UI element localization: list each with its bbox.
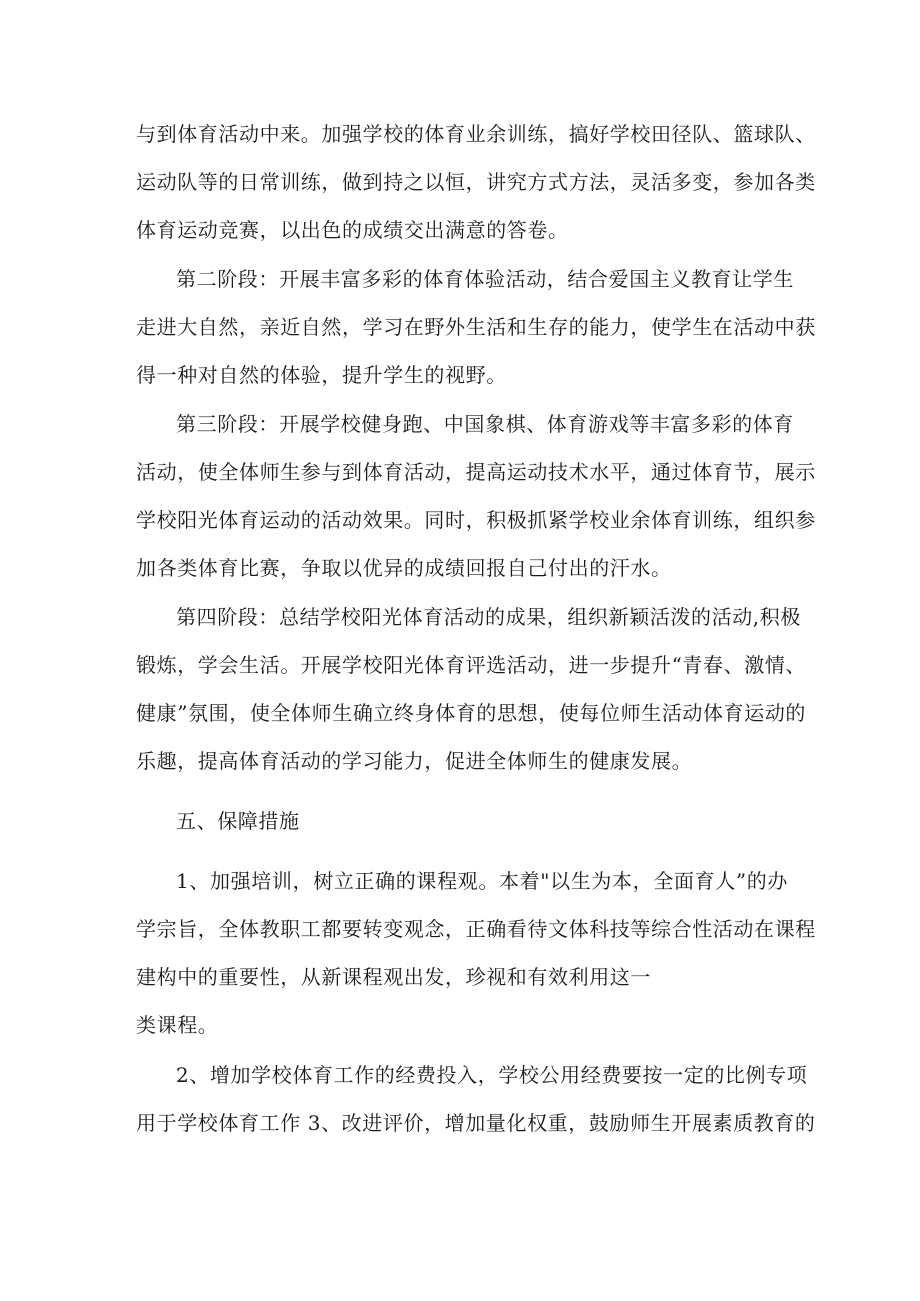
text-line: 活动，使全体师生参与到体育活动，提高运动技术水平，通过体育节，展示 xyxy=(136,460,816,484)
text-line: 1、加强培训，树立正确的课程观。本着"以生为本，全面育人”的办 xyxy=(176,869,788,893)
text-line: 健康”氛围，使全体师生确立终身体育的思想，使每位师生活动体育运动的 xyxy=(136,701,807,725)
text-line: 2、增加学校体育工作的经费投入，学校公用经费要按一定的比例专项 xyxy=(176,1063,808,1087)
text-line: 锻炼，学会生活。开展学校阳光体育评选活动，进一步提升“青春、激情、 xyxy=(136,653,807,677)
text-line: 加各类体育比赛，争取以优异的成绩回报自己付出的汗水。 xyxy=(136,556,672,580)
text-line: 与到体育活动中来。加强学校的体育业余训练，搞好学校田径队、篮球队、 xyxy=(136,122,816,146)
text-line: 第三阶段：开展学校健身跑、中国象棋、体育游戏等丰富多彩的体育 xyxy=(176,412,794,436)
text-line: 第二阶段：开展丰富多彩的体育体验活动，结合爱国主义教育让学生 xyxy=(176,267,794,291)
text-line: 乐趣，提高体育活动的学习能力，促进全体师生的健康发展。 xyxy=(136,749,693,773)
text-line: 建构中的重要性，从新课程观出发，珍视和有效利用这一 xyxy=(136,965,651,989)
text-line: 学校阳光体育运动的活动效果。同时，积极抓紧学校业余体育训练，组织参 xyxy=(136,508,816,532)
text-line: 运动队等的日常训练，做到持之以恒，讲究方式方法，灵活多变，参加各类 xyxy=(136,170,816,194)
section-heading: 五、保障措施 xyxy=(176,809,300,833)
text-line: 学宗旨，全体教职工都要转变观念，正确看待文体科技等综合性活动在课程 xyxy=(136,917,816,941)
text-line: 体育运动竞赛，以出色的成绩交出满意的答卷。 xyxy=(136,218,569,242)
text-line: 类课程。 xyxy=(136,1013,219,1037)
text-line: 用于学校体育工作 3、改进评价，增加量化权重，鼓励师生开展素质教育的 xyxy=(136,1111,816,1135)
text-line: 第四阶段：总结学校阳光体育活动的成果，组织新颖活泼的活动,积极 xyxy=(176,605,801,629)
text-line: 走进大自然，亲近自然，学习在野外生活和生存的能力，使学生在活动中获 xyxy=(136,315,816,339)
text-line: 得一种对自然的体验，提升学生的视野。 xyxy=(136,363,507,387)
